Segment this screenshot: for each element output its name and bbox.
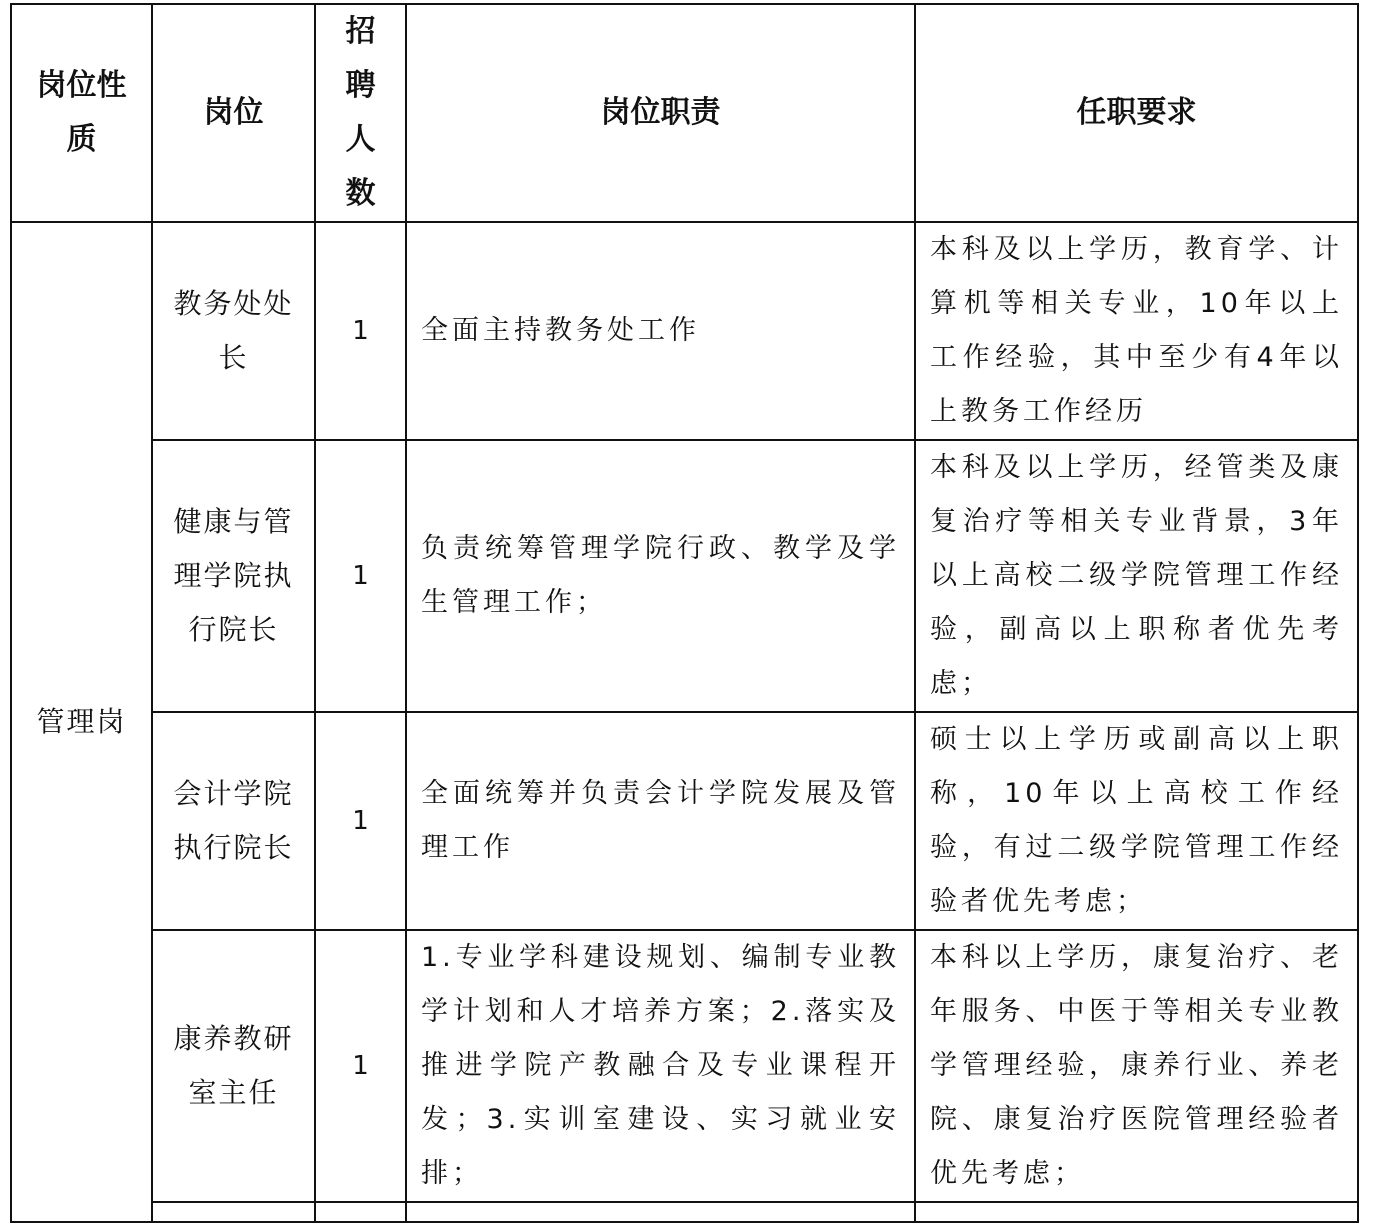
recruitment-table: [10, 3, 1359, 1223]
headcount-cell: 1: [315, 222, 406, 440]
category-cell: 管理岗: [11, 222, 152, 1222]
header-category: [11, 4, 152, 222]
header-duties: 岗位职责: [406, 4, 915, 222]
table-row: [11, 930, 1358, 1202]
header-category-label: 岗位性质: [36, 68, 127, 157]
table-row: [11, 712, 1358, 930]
duties-cell: 全面主持教务处工作: [406, 222, 915, 440]
header-position: 岗位: [152, 4, 315, 222]
requirements-cell: 本科及以上学历，教育学、计算机等相关专业，10年以上工作经验，其中至少有4年以上教务工作经历: [915, 222, 1358, 440]
requirements-cell: 硕士以上学历或副高以上职称，10年以上高校工作经验，有过二级学院管理工作经验者优先考虑；: [915, 712, 1358, 930]
table-row: [11, 222, 1358, 440]
duties-cell: 1.专业学科建设规划、编制专业教学计划和人才培养方案；2.落实及推进学院产教融合及专业课程开发；3.实训室建设、实习就业安排；: [406, 930, 915, 1202]
position-label: 康养教研室主任: [173, 1022, 294, 1109]
table-row: [11, 440, 1358, 712]
header-headcount: [315, 4, 406, 222]
position-label: 会计学院执行院长: [173, 777, 294, 864]
duties-cell: 全面统筹并负责会计学院发展及管理工作: [406, 712, 915, 930]
empty-cell: [406, 1202, 915, 1222]
table-header-row: [11, 4, 1358, 222]
table-row-partial: [11, 1202, 1358, 1222]
header-requirements: 任职要求: [915, 4, 1358, 222]
requirements-cell: 本科以上学历，康复治疗、老年服务、中医于等相关专业教学管理经验，康养行业、养老院、康复治疗医院管理经验者优先考虑；: [915, 930, 1358, 1202]
position-cell: [152, 440, 315, 712]
empty-cell: [915, 1202, 1358, 1222]
position-label: 健康与管理学院执行院长: [173, 505, 294, 646]
headcount-cell: 1: [315, 712, 406, 930]
position-cell: [152, 712, 315, 930]
headcount-cell: 1: [315, 930, 406, 1202]
duties-cell: 负责统筹管理学院行政、教学及学生管理工作；: [406, 440, 915, 712]
position-cell: [152, 222, 315, 440]
empty-cell: [315, 1202, 406, 1222]
empty-cell: [152, 1202, 315, 1222]
position-cell: [152, 930, 315, 1202]
headcount-cell: 1: [315, 440, 406, 712]
header-headcount-label: 招聘人数: [345, 14, 376, 211]
position-label: 教务处处长: [173, 287, 294, 374]
requirements-cell: 本科及以上学历，经管类及康复治疗等相关专业背景，3年以上高校二级学院管理工作经验，副高以上职称者优先考虑；: [915, 440, 1358, 712]
